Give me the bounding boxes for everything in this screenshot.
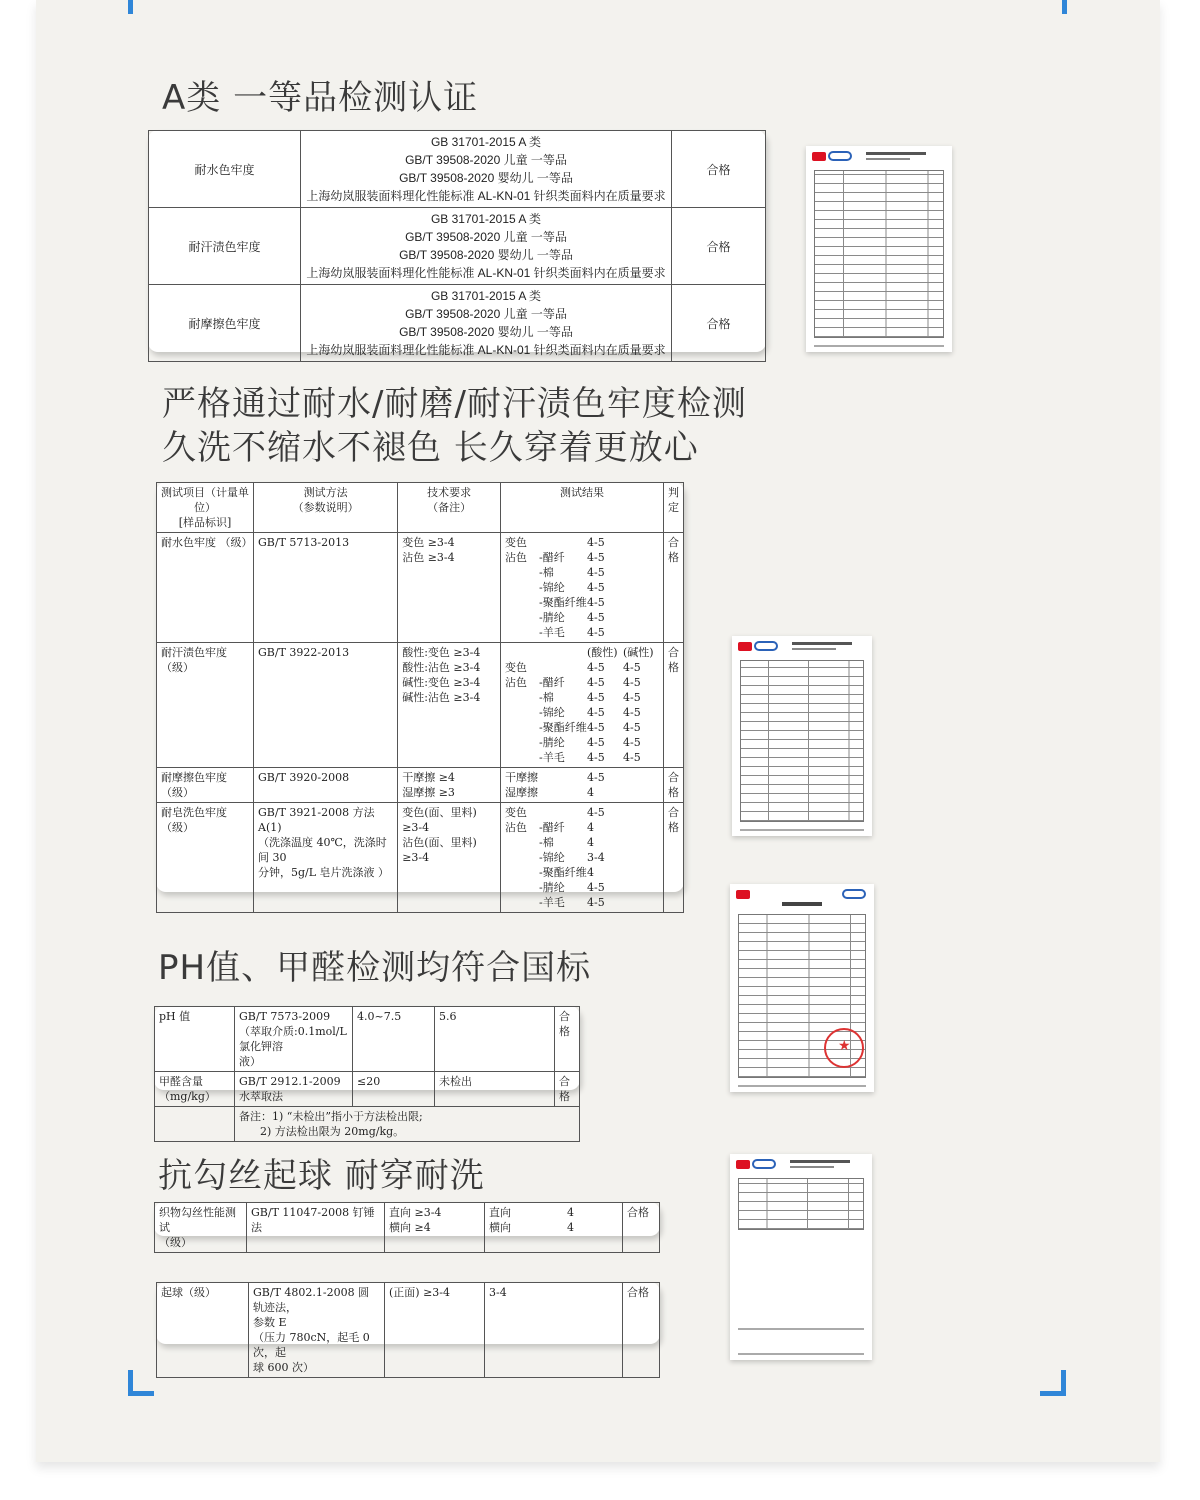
test-requirement	[398, 768, 501, 803]
chem-method	[235, 1072, 353, 1107]
result-cell	[623, 880, 659, 895]
test-result	[500, 643, 663, 768]
grade-a-standards	[301, 285, 672, 362]
test-verdict: 合格	[664, 533, 684, 643]
grade-a-row	[149, 285, 766, 362]
colorfastness-table	[156, 482, 684, 913]
pilling-method: GB/T 4802.1-2008 圆轨迹法， 参数 E （压力 780cN，起毛 0 次，起 球 600 次）	[249, 1283, 385, 1378]
report-footer-line	[738, 1353, 864, 1355]
chem-notes-row	[155, 1107, 580, 1142]
cma-logo-icon	[812, 152, 826, 161]
result-cell	[539, 785, 587, 800]
cma-logo-icon	[736, 890, 750, 899]
chem-verdict: 合格	[555, 1007, 580, 1072]
result-cell: 变色	[504, 661, 527, 674]
cma-logo-icon	[738, 642, 752, 651]
standard-line: GB/T 39508-2020 婴幼儿 一等品	[399, 171, 573, 185]
result-cell: 4-5	[622, 751, 641, 764]
standard-line: GB/T 39508-2020 儿童 一等品	[405, 307, 567, 321]
result-cell: 4-5	[586, 596, 605, 609]
result-cell: 4-5	[586, 566, 605, 579]
result-cell	[623, 535, 659, 550]
colorfastness-row	[157, 643, 684, 768]
snagging-item: 织物勾丝性能测试 （级）	[155, 1203, 247, 1253]
result-cell: 沾色	[504, 676, 527, 689]
result-cell: -羊毛	[538, 896, 565, 909]
ph-formaldehyde-table-card	[154, 1006, 580, 1138]
test-verdict: 合格	[664, 768, 684, 803]
test-item: 耐水色牢度 （级）	[157, 533, 254, 643]
standard-line: 上海幼岚服装面料理化性能标准 AL-KN-01 针织类面料内在质量要求	[306, 343, 666, 357]
report-table-preview	[738, 1178, 864, 1230]
note-line: 备注：1) “未检出”指小于方法检出限;	[239, 1110, 423, 1123]
report-footer-line	[740, 829, 864, 831]
test-requirement	[398, 643, 501, 768]
result-cell: 4-5	[622, 706, 641, 719]
note-line: 2) 方法检出限为 20mg/kg。	[239, 1125, 405, 1138]
test-item: 耐皂洗色牢度（级）	[157, 803, 254, 913]
result-cell	[623, 595, 659, 610]
test-report-thumbnail-4[interactable]	[730, 1154, 872, 1360]
standard-line: GB/T 39508-2020 儿童 一等品	[405, 230, 567, 244]
result-cell: -棉	[538, 566, 554, 579]
test-verdict: 合格	[664, 803, 684, 913]
result-cell: 4-5	[586, 881, 605, 894]
result-cell: -腈纶	[538, 881, 565, 894]
header-result: 测试结果	[500, 483, 663, 533]
requirement-line: 变色 ≥3-4	[402, 536, 455, 549]
result-cell: 4-5	[586, 771, 605, 784]
result-cell: 4-5	[586, 706, 605, 719]
requirement-line: 碱性:沾色 ≥3-4	[402, 691, 481, 704]
result-cell: 4-5	[586, 676, 605, 689]
result-cell	[539, 660, 587, 675]
grade-a-standards	[301, 131, 672, 208]
result-cell: -醋纤	[538, 676, 565, 689]
result-cell: -醋纤	[538, 551, 565, 564]
result-cell: -锦纶	[538, 851, 565, 864]
result-cell: 4-5	[622, 736, 641, 749]
chem-verdict: 合格	[555, 1072, 580, 1107]
result-cell	[623, 550, 659, 565]
standard-line: GB/T 39508-2020 婴幼儿 一等品	[399, 248, 573, 262]
requirement-line: 干摩擦 ≥4	[402, 771, 455, 784]
chem-result: 5.6	[435, 1007, 555, 1072]
report-header-line	[792, 648, 836, 650]
result-cell	[623, 895, 659, 910]
grade-a-verdict: 合格	[672, 208, 766, 285]
grade-a-item: 耐水色牢度	[149, 131, 301, 208]
pilling-requirement: (正面) ≥3-4	[385, 1283, 485, 1378]
result-cell	[505, 610, 539, 625]
result-cell	[505, 865, 539, 880]
snagging-requirement: 直向 ≥3-4 横向 ≥4	[385, 1203, 485, 1253]
result-cell: 4-5	[622, 676, 641, 689]
heading-line-1: 严格通过耐水/耐磨/耐汗渍色牢度检测	[162, 384, 747, 424]
corner-mark-top-left	[128, 0, 154, 14]
standard-line: 上海幼岚服装面料理化性能标准 AL-KN-01 针织类面料内在质量要求	[306, 266, 666, 280]
test-requirement	[398, 533, 501, 643]
test-report-thumbnail-1[interactable]	[806, 146, 952, 352]
method-line: GB/T 3920-2008	[258, 771, 350, 784]
result-cell	[623, 770, 659, 785]
grade-a-standards	[301, 208, 672, 285]
method-line: GB/T 3922-2013	[258, 646, 350, 659]
corner-mark-bottom-left	[128, 1370, 154, 1396]
pilling-item: 起球（级）	[157, 1283, 249, 1378]
section-heading-grade-a: A类 一等品检测认证	[162, 78, 479, 118]
report-title-line	[782, 902, 822, 906]
snagging-method: GB/T 11047-2008 钉锤法	[247, 1203, 385, 1253]
pilling-result: 3-4	[485, 1283, 623, 1378]
grade-a-item: 耐汗渍色牢度	[149, 208, 301, 285]
test-result	[500, 768, 663, 803]
chem-result: 未检出	[435, 1072, 555, 1107]
result-cell: -棉	[538, 836, 554, 849]
result-cell	[623, 865, 659, 880]
header-method: 测试方法 （参数说明）	[254, 483, 398, 533]
result-cell: 湿摩擦	[504, 786, 538, 799]
standard-line: 上海幼岚服装面料理化性能标准 AL-KN-01 针织类面料内在质量要求	[306, 189, 666, 203]
result-cell: 4-5	[586, 736, 605, 749]
result-cell: -棉	[538, 691, 554, 704]
test-result	[500, 533, 663, 643]
test-method	[254, 533, 398, 643]
test-requirement	[398, 803, 501, 913]
requirement-line: 碱性:变色 ≥3-4	[402, 676, 481, 689]
result-cell: -羊毛	[538, 626, 565, 639]
result-cell	[539, 770, 587, 785]
requirement-line: 沾色 ≥3-4	[402, 551, 455, 564]
result-cell: 干摩擦	[504, 771, 538, 784]
result-cell: 4-5	[622, 661, 641, 674]
result-cell: 4-5	[586, 661, 605, 674]
report-table-preview	[814, 170, 944, 338]
result-cell	[505, 595, 539, 610]
requirement-line: 沾色(面、里料) ≥3-4	[402, 836, 477, 864]
pilling-verdict: 合格	[623, 1283, 660, 1378]
method-line: GB/T 5713-2013	[258, 536, 350, 549]
result-cell: -锦纶	[538, 581, 565, 594]
result-cell: -聚酯纤维	[538, 721, 587, 734]
result-cell	[623, 625, 659, 640]
result-cell: 4-5	[622, 691, 641, 704]
result-cell	[623, 565, 659, 580]
result-cell: 变色	[504, 806, 527, 819]
test-result	[500, 803, 663, 913]
standard-line: GB/T 39508-2020 儿童 一等品	[405, 153, 567, 167]
result-cell: 4-5	[586, 751, 605, 764]
requirement-line: 湿摩擦 ≥3	[402, 786, 455, 799]
result-cell: 4-5	[586, 721, 605, 734]
result-cell	[505, 645, 539, 660]
result-cell: -聚酯纤维	[538, 866, 587, 879]
grade-a-table-card	[148, 130, 766, 357]
result-cell: (碱性)	[622, 646, 654, 659]
report-footer-line	[738, 1085, 866, 1087]
section-heading-anti-snag-pilling: 抗勾丝起球 耐穿耐洗	[158, 1156, 485, 1196]
result-cell: 4	[586, 821, 594, 834]
pilling-table-card	[156, 1282, 660, 1374]
chem-notes	[235, 1107, 580, 1142]
result-cell	[505, 705, 539, 720]
result-cell	[623, 580, 659, 595]
result-cell: 4	[586, 836, 594, 849]
result-cell: 变色	[504, 536, 527, 549]
result-cell: -聚酯纤维	[538, 596, 587, 609]
method-line: GB/T 3921-2008 方法 A(1)	[258, 806, 375, 834]
result-cell: 4	[586, 866, 594, 879]
standard-line: GB 31701-2015 A 类	[430, 212, 542, 226]
result-cell	[623, 805, 659, 820]
result-cell: 4-5	[586, 551, 605, 564]
test-report-thumbnail-2[interactable]	[732, 636, 872, 836]
report-table-preview	[740, 660, 864, 822]
requirement-line: 酸性:变色 ≥3-4	[402, 646, 481, 659]
section-heading-ph-formaldehyde: PH值、甲醛检测均符合国标	[158, 948, 592, 988]
method-line: GB/T 2912.1-2009 水萃取法	[239, 1075, 341, 1103]
result-cell: (酸性)	[586, 646, 618, 659]
result-cell: 沾色	[504, 551, 527, 564]
result-cell: 4-5	[586, 806, 605, 819]
colorfastness-row	[157, 768, 684, 803]
result-cell	[505, 835, 539, 850]
snagging-verdict: 合格	[623, 1203, 660, 1253]
result-cell	[505, 580, 539, 595]
result-cell: 4-5	[586, 896, 605, 909]
report-header-line	[792, 642, 852, 645]
grade-a-item: 耐摩擦色牢度	[149, 285, 301, 362]
result-cell	[505, 625, 539, 640]
result-cell: -腈纶	[538, 736, 565, 749]
corner-mark-bottom-right	[1040, 1370, 1066, 1396]
grade-a-row	[149, 131, 766, 208]
method-line: （洗涤温度 40℃，洗涤时间 30	[258, 836, 387, 864]
result-cell	[623, 835, 659, 850]
result-cell: 4-5	[586, 581, 605, 594]
result-cell: 4-5	[586, 691, 605, 704]
test-verdict: 合格	[664, 643, 684, 768]
red-seal-icon	[824, 1028, 864, 1068]
standard-line: GB 31701-2015 A 类	[430, 135, 542, 149]
report-header-line	[866, 152, 926, 155]
result-cell	[623, 610, 659, 625]
grade-a-verdict: 合格	[672, 131, 766, 208]
requirement-line: 酸性:沾色 ≥3-4	[402, 661, 481, 674]
result-cell: 4-5	[586, 626, 605, 639]
result-cell	[623, 820, 659, 835]
result-cell	[623, 785, 659, 800]
test-item: 耐摩擦色牢度（级）	[157, 768, 254, 803]
chem-method	[235, 1007, 353, 1072]
chem-requirement: 4.0~7.5	[353, 1007, 435, 1072]
test-item: 耐汗渍色牢度（级）	[157, 643, 254, 768]
pilling-table	[156, 1282, 660, 1378]
report-header-line	[790, 1166, 834, 1168]
test-method	[254, 768, 398, 803]
result-cell	[505, 850, 539, 865]
chem-row	[155, 1007, 580, 1072]
header-verdict: 判定	[664, 483, 684, 533]
result-cell	[505, 880, 539, 895]
report-header-line	[866, 158, 910, 160]
standard-line: GB/T 39508-2020 婴幼儿 一等品	[399, 325, 573, 339]
colorfastness-row	[157, 533, 684, 643]
result-cell	[623, 850, 659, 865]
result-cell	[505, 750, 539, 765]
result-cell	[539, 535, 587, 550]
test-method	[254, 643, 398, 768]
cnas-logo-icon	[752, 1159, 776, 1169]
result-cell	[505, 895, 539, 910]
result-cell	[505, 565, 539, 580]
method-line: 分钟，5g/L 皂片洗涤液 ）	[258, 866, 390, 879]
report-header-line	[790, 1160, 850, 1163]
test-report-thumbnail-3[interactable]	[730, 884, 874, 1092]
cma-logo-icon	[736, 1160, 750, 1169]
chem-item: pH 值	[155, 1007, 235, 1072]
result-cell: 4	[586, 786, 594, 799]
section-heading-colorfastness	[162, 382, 747, 470]
result-cell: -腈纶	[538, 611, 565, 624]
grade-a-table	[148, 130, 766, 362]
result-cell	[505, 690, 539, 705]
result-cell	[505, 735, 539, 750]
method-line: GB/T 7573-2009	[239, 1010, 331, 1023]
corner-mark-top-right	[1062, 0, 1088, 14]
standard-line: GB 31701-2015 A 类	[430, 289, 542, 303]
snagging-table	[154, 1202, 660, 1253]
result-cell	[539, 805, 587, 820]
heading-line-2: 久洗不缩水不褪色 长久穿着更放心	[162, 428, 699, 468]
result-cell: 3-4	[586, 851, 605, 864]
grade-a-row	[149, 208, 766, 285]
ph-formaldehyde-table	[154, 1006, 580, 1142]
method-line: 液）	[239, 1055, 261, 1068]
result-cell: 4-5	[622, 721, 641, 734]
snagging-result: 直向 4 横向 4	[485, 1203, 623, 1253]
cnas-logo-icon	[828, 151, 852, 161]
chem-requirement: ≤20	[353, 1072, 435, 1107]
report-footer-line	[814, 345, 944, 347]
chem-item: 甲醛含量（mg/kg）	[155, 1072, 235, 1107]
colorfastness-table-card	[156, 482, 684, 909]
chem-row	[155, 1072, 580, 1107]
result-cell: 4-5	[586, 536, 605, 549]
method-line: （萃取介质:0.1mol/L 氯化钾溶	[239, 1025, 347, 1053]
result-cell: 沾色	[504, 821, 527, 834]
result-cell	[539, 645, 587, 660]
colorfastness-row	[157, 803, 684, 913]
result-cell: -醋纤	[538, 821, 565, 834]
cnas-logo-icon	[754, 641, 778, 651]
result-cell	[505, 720, 539, 735]
header-item: 测试项目（计量单位） [样品标识]	[157, 483, 254, 533]
result-cell: 4-5	[586, 611, 605, 624]
notes-spacer	[155, 1107, 235, 1142]
header-requirement: 技术要求 （备注）	[398, 483, 501, 533]
result-cell: -锦纶	[538, 706, 565, 719]
result-cell: -羊毛	[538, 751, 565, 764]
snagging-table-card	[154, 1202, 660, 1249]
requirement-line: 变色(面、里料) ≥3-4	[402, 806, 477, 834]
cnas-logo-icon	[842, 889, 866, 899]
grade-a-verdict: 合格	[672, 285, 766, 362]
report-footer-line	[738, 1328, 864, 1330]
test-method	[254, 803, 398, 913]
